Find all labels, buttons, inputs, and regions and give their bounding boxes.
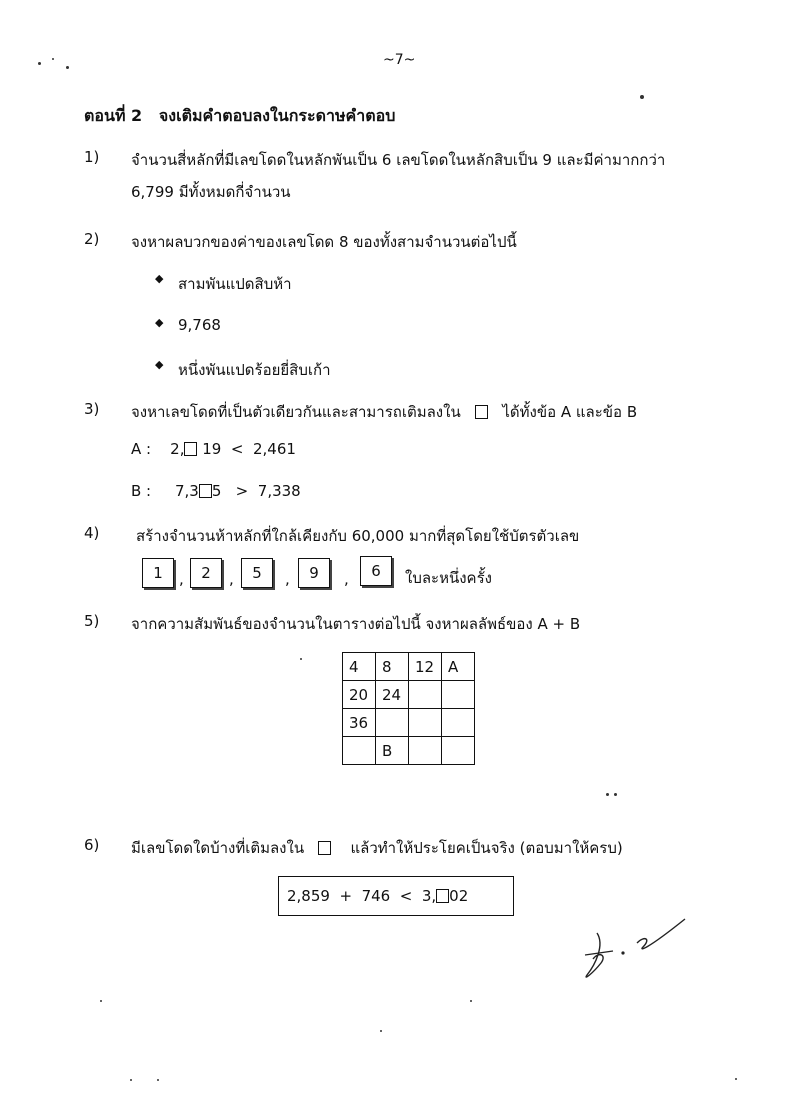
question-2-bullet-3: หนึ่งพันแปดร้อยยี่สิบเก้า xyxy=(178,361,331,379)
section-label: ตอนที่ 2 xyxy=(84,106,143,125)
table-cell: 36 xyxy=(343,709,376,737)
question-6-text-after: แล้วทำให้ประโยคเป็นจริง (ตอบมาให้ครบ) xyxy=(350,839,623,857)
question-2-bullet-2: 9,768 xyxy=(178,316,221,334)
inequality-before: 2,859 + 746 < 3, xyxy=(287,887,437,905)
question-3-b-label: B : xyxy=(131,482,152,500)
table-row xyxy=(343,653,475,681)
table-cell xyxy=(343,737,376,765)
bullet-icon: ◆ xyxy=(155,358,164,371)
number-table xyxy=(342,652,475,765)
section-heading xyxy=(84,104,395,129)
table-cell xyxy=(376,709,409,737)
table-cell xyxy=(442,681,475,709)
question-2-text: จงหาผลบวกของค่าของเลขโดด 8 ของทั้งสามจำนวนต่อไปนี้ xyxy=(131,233,517,251)
question-3-text-after: ได้ทั้งข้อ A และข้อ B xyxy=(502,403,638,421)
table-cell: 20 xyxy=(343,681,376,709)
table-cell: A xyxy=(442,653,475,681)
table-row xyxy=(343,681,475,709)
question-1-line1: จำนวนสี่หลักที่มีเลขโดดในหลักพันเป็น 6 เลขโดดในหลักสิบเป็น 9 และมีค่ามากกว่า xyxy=(131,151,666,169)
table-cell: 24 xyxy=(376,681,409,709)
table-cell xyxy=(442,737,475,765)
number-card-4: 9 xyxy=(298,558,330,588)
question-3-b-before: 7,3 xyxy=(174,482,199,500)
table-cell: 12 xyxy=(409,653,442,681)
inequality-after: 02 xyxy=(449,887,469,905)
question-3-text-before: จงหาเลขโดดที่เป็นตัวเดียวกันและสามารถเติมลงใน xyxy=(131,403,461,421)
question-4-text: สร้างจำนวนห้าหลักที่ใกล้เคียงกับ 60,000 มากที่สุดโดยใช้บัตรตัวเลข xyxy=(136,527,580,545)
question-number-3: 3) xyxy=(84,400,100,418)
question-5-text: จากความสัมพันธ์ของจำนวนในตารางต่อไปนี้ จงหาผลลัพธ์ของ A + B xyxy=(131,615,581,633)
number-card-3: 5 xyxy=(241,558,273,588)
table-cell: 4 xyxy=(343,653,376,681)
question-3-b xyxy=(131,482,301,500)
question-number-2: 2) xyxy=(84,230,100,248)
blank-box-icon xyxy=(318,841,331,855)
question-3-a-label: A : xyxy=(131,440,152,458)
question-6-text-before: มีเลขโดดใดบ้างที่เติมลงใน xyxy=(131,839,305,857)
bullet-icon: ◆ xyxy=(155,316,164,329)
table-cell xyxy=(442,709,475,737)
table-cell: B xyxy=(376,737,409,765)
table-cell: 8 xyxy=(376,653,409,681)
question-3-b-after: 5 > 7,338 xyxy=(211,482,301,500)
question-number-1: 1) xyxy=(84,148,100,166)
number-card-2: 2 xyxy=(190,558,222,588)
bullet-icon: ◆ xyxy=(155,272,164,285)
card-comma: , xyxy=(179,570,184,588)
blank-box-icon xyxy=(436,889,449,903)
table-cell xyxy=(409,709,442,737)
signature-mark xyxy=(575,915,695,990)
question-3-a-before: 2, xyxy=(170,440,185,458)
number-card-1: 1 xyxy=(142,558,174,588)
question-1-line2: 6,799 มีทั้งหมดกี่จำนวน xyxy=(131,183,291,201)
blank-box-icon xyxy=(199,484,212,498)
question-number-6: 6) xyxy=(84,836,100,854)
question-2-bullet-1: สามพันแปดสิบห้า xyxy=(178,275,292,293)
table-row xyxy=(343,737,475,765)
question-3-text xyxy=(131,400,637,424)
table-cell xyxy=(409,681,442,709)
blank-box-icon xyxy=(475,405,488,419)
section-instruction: จงเติมคำตอบลงในกระดาษคำตอบ xyxy=(158,106,396,125)
question-number-4: 4) xyxy=(84,524,100,542)
question-3-a xyxy=(131,440,296,458)
question-6-text xyxy=(131,836,623,860)
question-number-5: 5) xyxy=(84,612,100,630)
card-comma: , xyxy=(344,570,349,588)
question-4-suffix: ใบละหนึ่งครั้ง xyxy=(405,569,492,587)
inequality-text xyxy=(287,887,468,905)
card-comma: , xyxy=(285,570,290,588)
page-number: ~7~ xyxy=(383,52,416,68)
question-3-a-after: 19 < 2,461 xyxy=(197,440,296,458)
table-cell xyxy=(409,737,442,765)
number-card-5: 6 xyxy=(360,556,392,586)
blank-box-icon xyxy=(184,442,197,456)
table-row xyxy=(343,709,475,737)
card-comma: , xyxy=(229,570,234,588)
